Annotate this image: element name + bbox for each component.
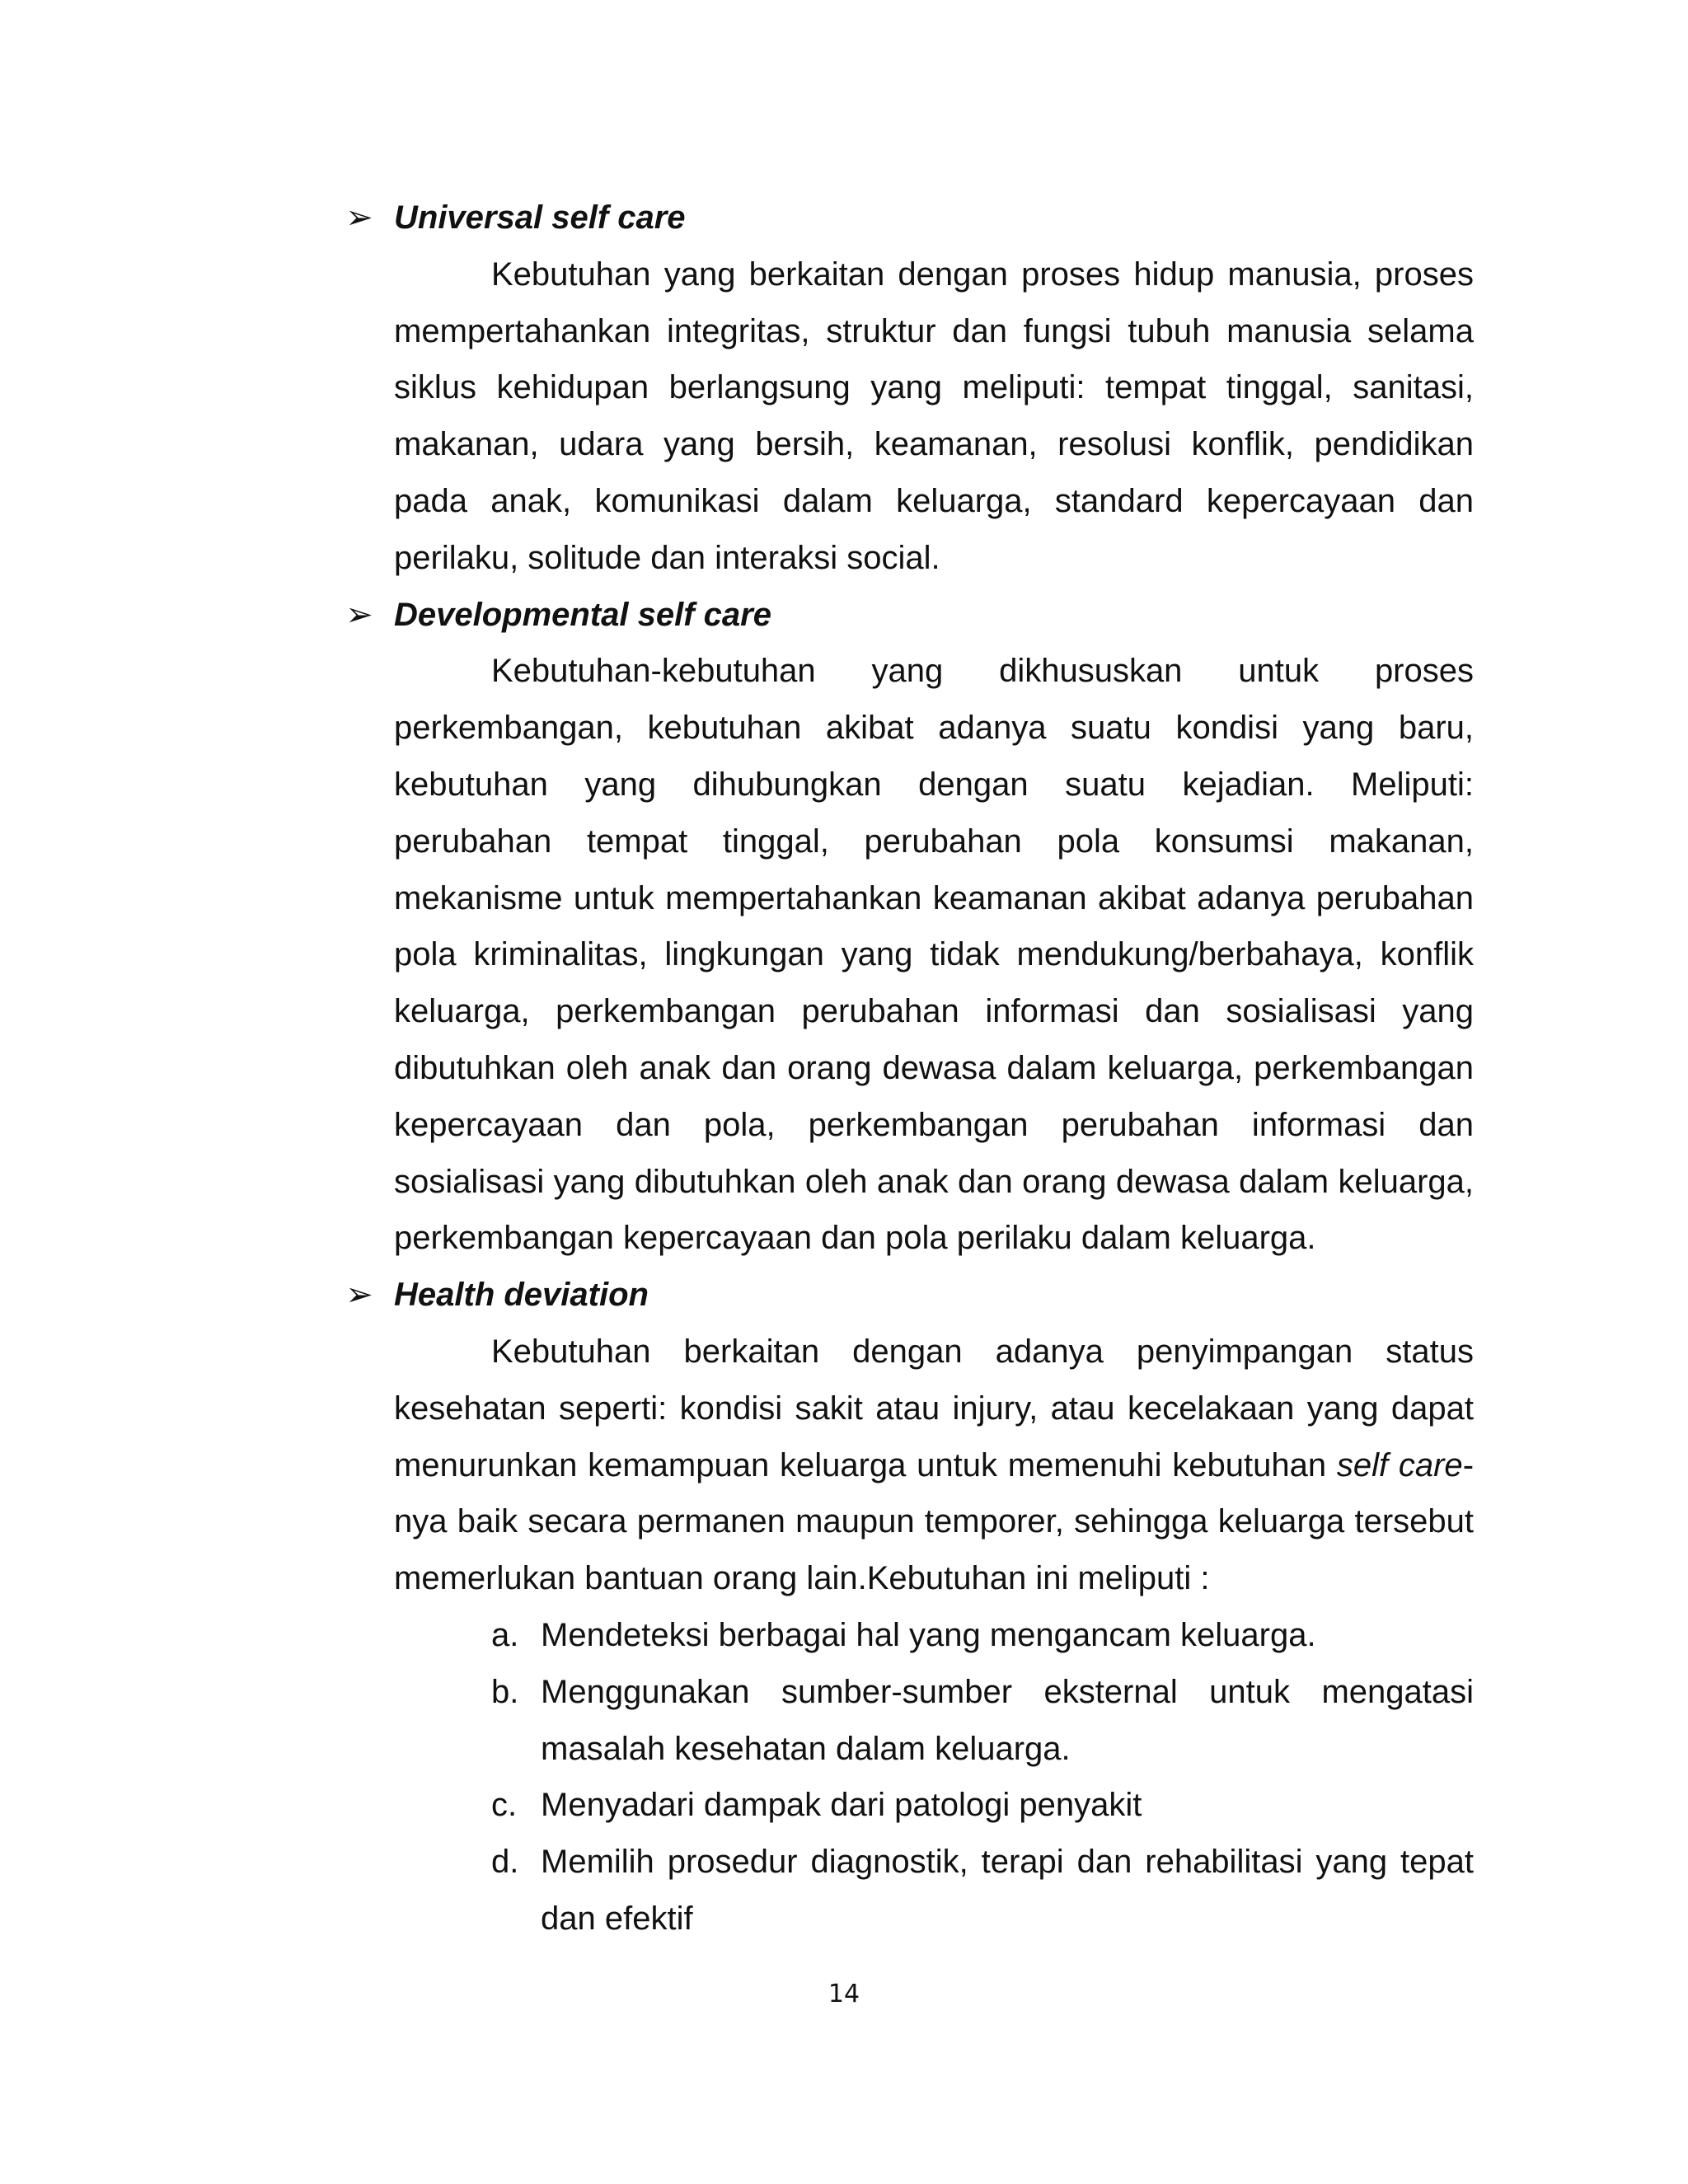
section-paragraph <box>394 1324 1474 1607</box>
list-item <box>394 1834 1474 1947</box>
section-heading <box>345 1267 1474 1324</box>
section-developmental-self-care <box>345 587 1474 1268</box>
list-item-text: Menyadari dampak dari patologi penyakit <box>541 1787 1142 1824</box>
page-number: 14 <box>828 1980 860 2008</box>
paragraph-text: Kebutuhan berkaitan dengan adanya penyimpangan status kesehatan seperti: kondisi sakit atau injury, atau kecelakaan yang dapat menurunkan kemampuan keluarga untuk memenuhi kebutuhan <box>394 1333 1474 1483</box>
list-item-text: Menggunakan sumber-sumber eksternal untuk mengatasi masalah kesehatan dalam keluarga. <box>541 1673 1474 1767</box>
section-universal-self-care <box>345 190 1474 587</box>
paragraph-text: -nya baik secara permanen maupun temporer, sehingga keluarga tersebut memerlukan bantuan orang lain.Kebutuhan ini meliputi : <box>394 1446 1475 1597</box>
list-marker: b. <box>491 1673 519 1710</box>
arrow-bullet-icon: ➢ <box>345 1277 373 1314</box>
list-item <box>394 1777 1474 1834</box>
list-marker: a. <box>491 1616 519 1653</box>
section-heading <box>345 190 1474 246</box>
list-item <box>394 1607 1474 1664</box>
needs-list <box>394 1607 1474 1947</box>
list-item <box>394 1664 1474 1778</box>
page-content <box>345 190 1475 1947</box>
section-health-deviation <box>345 1267 1475 1947</box>
list-marker: d. <box>491 1844 519 1881</box>
heading-text: Universal self care <box>394 199 686 236</box>
heading-text: Developmental self care <box>394 596 771 633</box>
heading-text: Health deviation <box>394 1277 649 1314</box>
paragraph-italic-term: self care <box>1336 1446 1463 1483</box>
list-item-text: Mendeteksi berbagai hal yang mengancam keluarga. <box>541 1616 1316 1653</box>
section-heading <box>345 587 1474 644</box>
list-marker: c. <box>491 1787 518 1824</box>
section-paragraph: Kebutuhan-kebutuhan yang dikhususkan untuk proses perkembangan, kebutuhan akibat adanya suatu kondisi yang baru, kebutuhan yang dihubungkan dengan suatu kejadian. Meliputi: perubahan tempat tinggal, perubahan pola konsumsi makanan, mekanisme untuk mempertahankan keamanan akibat adanya perubahan pola kriminalitas, lingkungan yang tidak mendukung/berbahaya, konflik keluarga, perkembangan perubahan informasi dan sosialisasi yang dibutuhkan oleh anak dan orang dewasa dalam keluarga, perkembangan kepercayaan dan pola, perkembangan perubahan informasi dan sosialisasi yang dibutuhkan oleh anak dan orang dewasa dalam keluarga, perkembangan kepercayaan dan pola perilaku dalam keluarga. <box>394 653 1474 1257</box>
arrow-bullet-icon: ➢ <box>345 596 373 633</box>
arrow-bullet-icon: ➢ <box>345 199 373 236</box>
list-item-text: Memilih prosedur diagnostik, terapi dan rehabilitasi yang tepat dan efektif <box>541 1844 1474 1937</box>
section-paragraph: Kebutuhan yang berkaitan dengan proses hidup manusia, proses mempertahankan integritas, struktur dan fungsi tubuh manusia selama siklus kehidupan berlangsung yang meliputi: tempat tinggal, sanitasi, makanan, udara yang bersih, keamanan, resolusi konflik, pendidikan pada anak, komunikasi dalam keluarga, standard kepercayaan dan perilaku, solitude dan interaksi social. <box>394 255 1474 576</box>
